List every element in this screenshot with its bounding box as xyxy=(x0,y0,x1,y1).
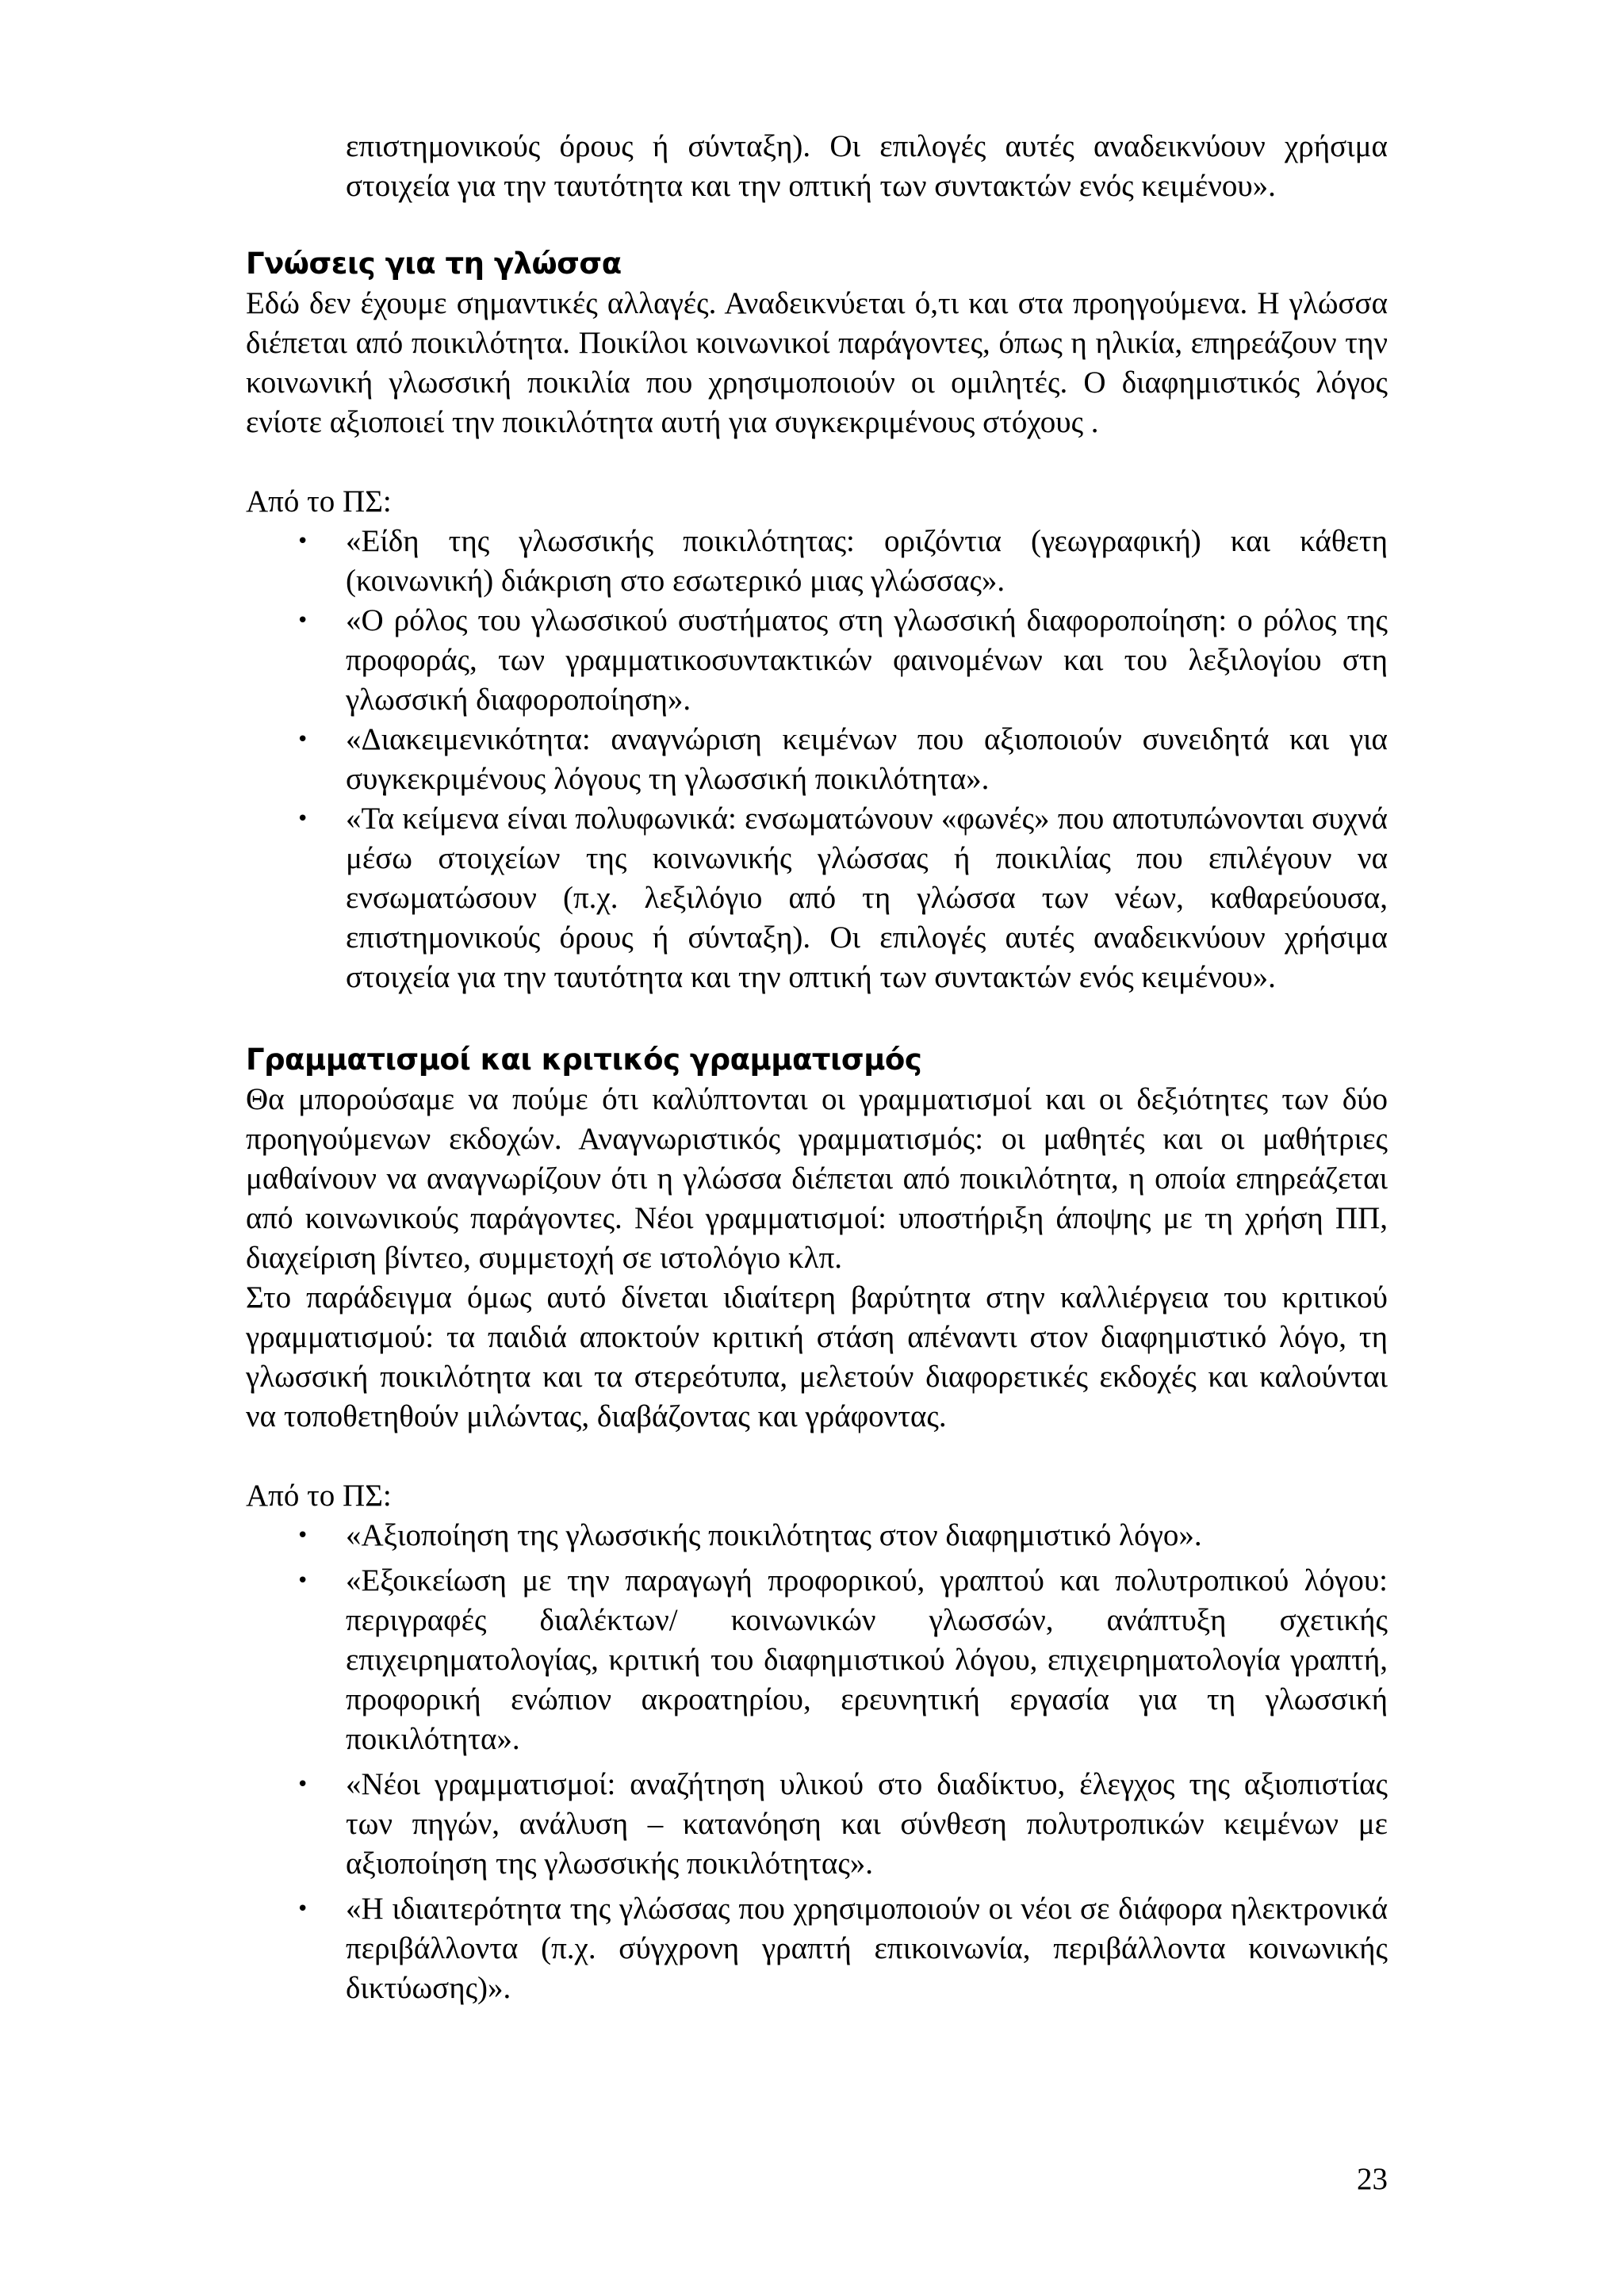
bullet-icon: • xyxy=(297,728,309,752)
document-page xyxy=(246,127,1388,2014)
bullet-icon: • xyxy=(297,1773,309,1797)
from-ps-label: Από το ΠΣ: xyxy=(246,1479,392,1513)
list-item-text: «Ο ρόλος του γλωσσικού συστήματος στη γλωσσική διαφοροποίηση: ο ρόλος της προφοράς, των γραμματικοσυντακτικών φαινομένων και του λεξιλογίου στη γλωσσική διαφοροποίηση». xyxy=(346,603,1388,717)
page-number: 23 xyxy=(1357,2162,1388,2196)
list-item xyxy=(246,1765,1388,1884)
literacies-paragraph-2: Στο παράδειγμα όμως αυτό δίνεται ιδιαίτερη βαρύτητα στην καλλιέργεια του κριτικού γραμματισμού: τα παιδιά αποκτούν κριτική στάση απέναντι στον διαφημιστικό λόγο, τη γλωσσική ποικιλότητα και τα στερεότυπα, μελετούν διαφορετικές εκδοχές και καλούνται να τοποθετηθούν μιλώντας, διαβάζοντας και γράφοντας. xyxy=(246,1280,1388,1433)
continuation-paragraph: επιστημονικούς όρους ή σύνταξη). Οι επιλογές αυτές αναδεικνύουν χρήσιμα στοιχεία για την ταυτότητα και την οπτική των συντακτών ενός κειμένου». xyxy=(346,129,1388,203)
list-item-text: «Αξιοποίηση της γλωσσικής ποικιλότητας στον διαφημιστικό λόγο». xyxy=(346,1518,1202,1552)
list-item xyxy=(246,720,1388,799)
list-item-text: «Η ιδιαιτερότητα της γλώσσας που χρησιμοποιούν οι νέοι σε διάφορα ηλεκτρονικά περιβάλλοντα (π.χ. σύγχρονη γραπτή επικοινωνία, περιβάλλοντα κοινωνικής δικτύωσης)». xyxy=(346,1892,1388,2005)
section-heading-language-knowledge: Γνώσεις για τη γλώσσα xyxy=(246,247,622,281)
bullet-icon: • xyxy=(297,1569,309,1593)
language-knowledge-paragraph: Εδώ δεν έχουμε σημαντικές αλλαγές. Αναδεικνύεται ό,τι και στα προηγούμενα. Η γλώσσα διέπεται από ποικιλότητα. Ποικίλοι κοινωνικοί παράγοντες, όπως η ηλικία, επηρεάζουν την κοινωνική γλωσσική ποικιλία που χρησιμοποιούν οι ομιλητές. Ο διαφημιστικός λόγος ενίοτε αξιοποιεί την ποικιλότητα αυτή για συγκεκριμένους στόχους . xyxy=(246,286,1388,439)
list-item xyxy=(246,1516,1388,1556)
section-heading-literacies: Γραμματισμοί και κριτικός γραμματισμός xyxy=(246,1043,922,1077)
bullet-icon: • xyxy=(297,1897,309,1921)
list-item-text: «Τα κείμενα είναι πολυφωνικά: ενσωματώνουν «φωνές» που αποτυπώνονται συχνά μέσω στοιχείων της κοινωνικής γλώσσας ή ποικιλίας που επιλέγουν να ενσωματώσουν (π.χ. λεξιλόγιο από τη γλώσσα των νέων, καθαρεύουσα, επιστημονικούς όρους ή σύνταξη). Οι επιλογές αυτές αναδεικνύουν χρήσιμα στοιχεία για την ταυτότητα και την οπτική των συντακτών ενός κειμένου». xyxy=(346,802,1388,994)
bullet-icon: • xyxy=(297,609,309,633)
list-item-text: «Είδη της γλωσσικής ποικιλότητας: οριζόντια (γεωγραφική) και κάθετη (κοινωνική) διάκριση στο εσωτερικό μιας γλώσσας». xyxy=(346,524,1388,598)
bullet-icon: • xyxy=(297,530,309,553)
literacies-paragraph-1: Θα μπορούσαμε να πούμε ότι καλύπτονται οι γραμματισμοί και οι δεξιότητες των δύο προηγούμενων εκδοχών. Αναγνωριστικός γραμματισμός: οι μαθητές και οι μαθήτριες μαθαίνουν να αναγνωρίζουν ότι η γλώσσα διέπεται από ποικιλότητα, η οποία επηρεάζεται από κοινωνικούς παράγοντες. Νέοι γραμματισμοί: υποστήριξη άποψης με τη χρήση ΠΠ, διαχείριση βίντεο, συμμετοχή σε ιστολόγιο κλπ. xyxy=(246,1082,1388,1275)
list-item xyxy=(246,522,1388,601)
bullet-icon: • xyxy=(297,807,309,831)
ps-bullet-list-2 xyxy=(246,1516,1388,2008)
list-item-text: «Διακειμενικότητα: αναγνώριση κειμένων που αξιοποιούν συνειδητά και για συγκεκριμένους λόγους τη γλωσσική ποικιλότητα». xyxy=(346,722,1388,796)
list-item xyxy=(246,1889,1388,2008)
list-item-text: «Εξοικείωση με την παραγωγή προφορικού, γραπτού και πολυτροπικού λόγου: περιγραφές διαλέκτων/ κοινωνικών γλωσσών, ανάπτυξη σχετικής επιχειρηματολογίας, κριτική του διαφημιστικού λόγου, επιχειρηματολογία γραπτή, προφορική ενώπιον ακροατηρίου, ερευνητική εργασία για τη γλωσσική ποικιλότητα». xyxy=(346,1563,1388,1756)
from-ps-label: Από το ΠΣ: xyxy=(246,484,392,519)
list-item-text: «Νέοι γραμματισμοί: αναζήτηση υλικού στο διαδίκτυο, έλεγχος της αξιοπιστίας των πηγών, ανάλυση – κατανόηση και σύνθεση πολυτροπικών κειμένων με αξιοποίηση της γλωσσικής ποικιλότητας». xyxy=(346,1767,1388,1881)
list-item xyxy=(246,799,1388,997)
list-item xyxy=(246,601,1388,720)
ps-bullet-list-1 xyxy=(246,522,1388,997)
bullet-icon: • xyxy=(297,1524,309,1548)
list-item xyxy=(246,1561,1388,1759)
